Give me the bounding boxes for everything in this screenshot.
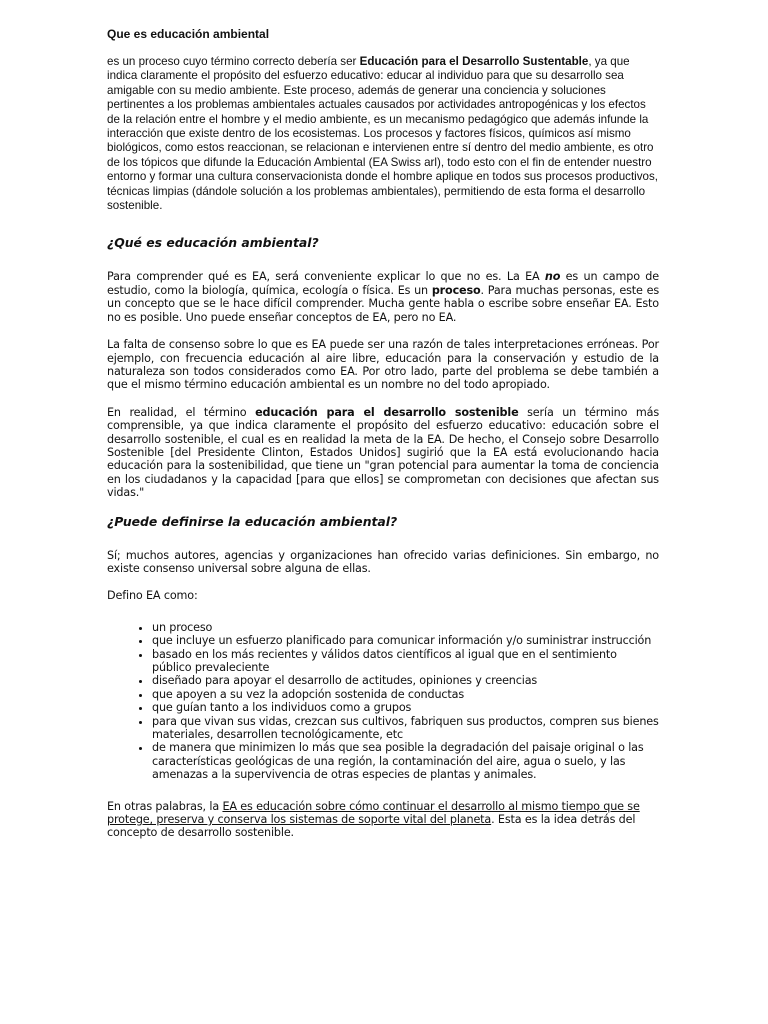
- section1-paragraph-3: [107, 406, 659, 500]
- intro-text: es un proceso cuyo término correcto debería ser: [107, 55, 360, 68]
- emphasis-term: educación para el desarrollo sostenible: [255, 405, 519, 419]
- list-item: • que guían tanto a los individuos como a grupos: [152, 701, 659, 714]
- para-text: es un campo de estudio, como la biología, química, ecología o física. Es un: [107, 270, 659, 297]
- definition-list: [107, 621, 659, 782]
- para-text: . Esta es la idea detrás del concepto de desarrollo sostenible.: [107, 813, 636, 840]
- list-item: • diseñado para apoyar el desarrollo de actitudes, opiniones y creencias: [152, 674, 659, 687]
- section-heading-puede-definirse: ¿Puede definirse la educación ambiental?: [107, 513, 398, 529]
- section2-paragraph-3: [107, 800, 659, 840]
- underlined-definition: EA es educación sobre cómo continuar el desarrollo al mismo tiempo que se protege, preserva y conserva los sistemas de soporte vital del planeta: [107, 799, 640, 827]
- intro-bold-term: Educación para el Desarrollo Sustentable: [359, 55, 589, 68]
- para-text: sería un término más comprensible, ya que indica claramente el propósito del esfuerzo educativo: educación sobre el desarrollo sostenible, el cual es en realidad la meta de la EA. De hecho, el Consejo sobre Desarrollo Sostenible [del Presidente Clinton, Estados Unidos] sugirió que la EA está evolucionando hacia educación para la sostenibilidad, que tiene un "gran potencial para aumentar la toma de conciencia en los ciudadanos y la capacidad [para que ellos] se comprometan con decisiones que afectan sus vidas.": [107, 405, 660, 500]
- emphasis-proceso: proceso: [431, 283, 481, 297]
- para-text: Para comprender qué es EA, será conveniente explicar lo que no es. La EA: [107, 270, 545, 284]
- section2-paragraph-1: Sí; muchos autores, agencias y organizaciones han ofrecido varias definiciones. Sin embargo, no existe consenso universal sobre alguna de ellas.: [107, 548, 659, 575]
- document-page: [107, 0, 659, 840]
- intro-paragraph: [107, 55, 659, 213]
- para-text: . Para muchas personas, este es un concepto que se le hace difícil comprender. Mucha gente habla o escribe sobre enseñar EA. Esto no es posible. Uno puede enseñar conceptos de EA, pero no EA.: [107, 283, 659, 324]
- emphasis-no: no: [544, 270, 561, 284]
- list-item: • para que vivan sus vidas, crezcan sus cultivos, fabriquen sus productos, compren sus bienes materiales, desarrollen tecnológicamente, etc: [152, 715, 659, 742]
- list-item: • un proceso: [152, 621, 659, 634]
- para-text: En realidad, el término: [107, 405, 256, 419]
- section-heading-que-es: ¿Qué es educación ambiental?: [107, 235, 319, 251]
- section1-paragraph-2: La falta de consenso sobre lo que es EA puede ser una razón de tales interpretaciones erróneas. Por ejemplo, con frecuencia educación al aire libre, educación para la conservación y estudio de la naturaleza son todos considerados como EA. Por otro lado, parte del problema se debe también a que el mismo término educación ambiental es un nombre no del todo apropiado.: [107, 338, 659, 392]
- list-item: • basado en los más recientes y válidos datos científicos al igual que en el sentimiento público prevaleciente: [152, 648, 659, 675]
- list-item: • que apoyen a su vez la adopción sostenida de conductas: [152, 688, 659, 701]
- section1-paragraph-1: [107, 270, 659, 324]
- document-title: Que es educación ambiental: [107, 27, 270, 41]
- section2-paragraph-2: Defino EA como:: [107, 589, 198, 603]
- list-item: • que incluye un esfuerzo planificado para comunicar información y/o suministrar instrucción: [152, 634, 659, 647]
- para-text: En otras palabras, la: [107, 799, 223, 813]
- list-item: • de manera que minimizen lo más que sea posible la degradación del paisaje original o las características geológicas de una región, la contaminación del aire, agua o suelo, y las amenazas a la supervivencia de otras especies de plantas y animales.: [152, 741, 659, 781]
- intro-text-rest: , ya que indica claramente el propósito del esfuerzo educativo: educar al individuo para que su desarrollo sea amigable con su medio ambiente. Este proceso, además de generar una conciencia y soluciones pertinentes a los problemas ambientales actuales causados por actividades antropogénicas y los efectos de la relación entre el hombre y el medio ambiente, es un mecanismo pedagógico que además infunde la interacción que existe dentro de los ecosistemas. Los procesos y factores físicos, químicos así mismo biológicos, como estos reaccionan, se relacionan e intervienen entre sí dentro del medio ambiente, es otro de los tópicos que difunde la Educación Ambiental (EA Swiss arl), todo esto con el fin de entender nuestro entorno y formar una cultura conservacionista donde el hombre aplique en todos sus procesos productivos, técnicas limpias (dándole solución a los problemas ambientales), permitiendo de esta forma el desarrollo sostenible.: [107, 55, 659, 213]
